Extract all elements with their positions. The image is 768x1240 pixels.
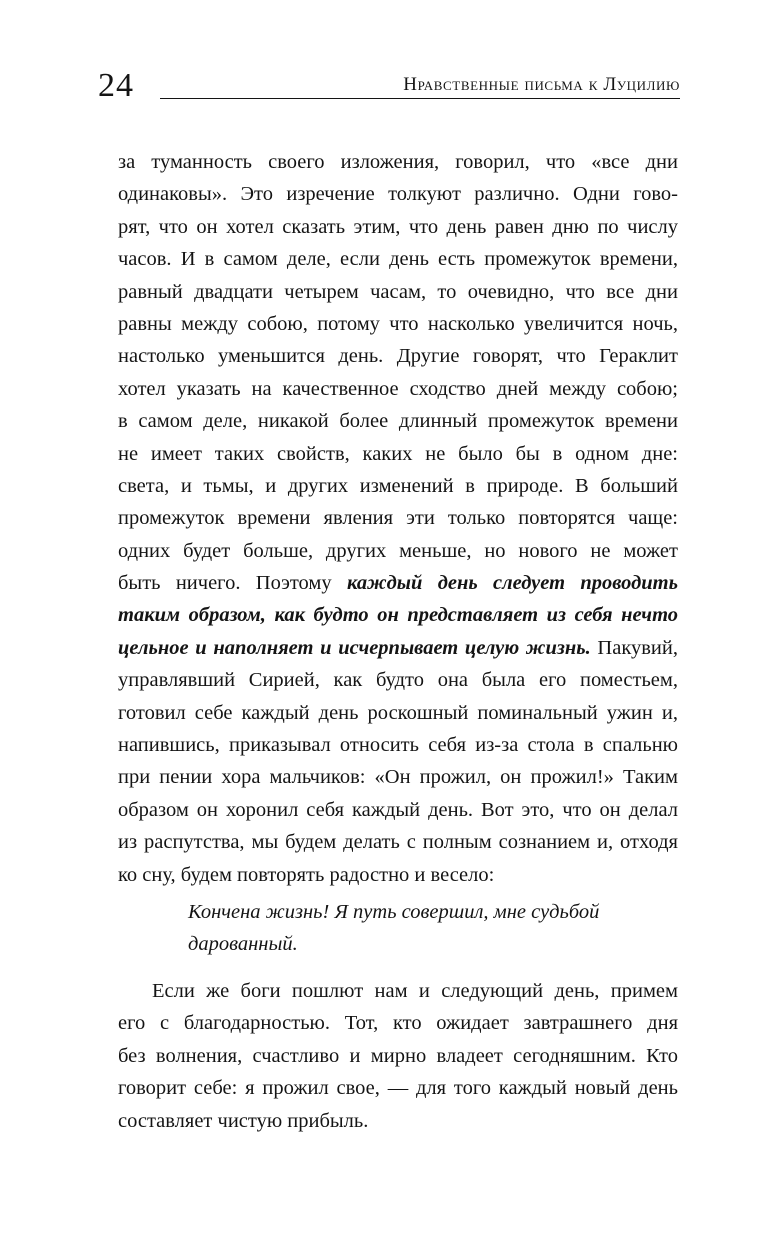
verse-line: дарованный. xyxy=(188,933,298,956)
text-line: образом он хоронил себя каждый день. Вот это, что он делал xyxy=(118,798,678,821)
text-line: равный двадцати четырем часам, то очевидно, что все дни xyxy=(118,280,678,303)
plain-text: Пакувий, xyxy=(590,636,678,659)
text-line-mixed xyxy=(118,567,678,599)
text-line: Если же боги пошлют нам и следующий день, примем xyxy=(152,980,678,1002)
paragraph-1 xyxy=(118,146,678,891)
text-line: составляет чистую прибыль. xyxy=(118,1109,369,1132)
text-line: равны между собою, потому что насколько увеличится ночь, xyxy=(118,312,678,335)
text-line: рят, что он хотел сказать этим, что день равен дню по числу xyxy=(118,215,678,238)
page-header xyxy=(0,0,768,110)
verse-line: Кончена жизнь! Я путь совершил, мне судьбой xyxy=(188,901,600,923)
text-line-mixed xyxy=(118,632,678,664)
text-line: без волнения, счастливо и мирно владеет сегодняшним. Кто xyxy=(118,1044,678,1067)
text-line: при пении хора мальчиков: «Он прожил, он прожил!» Таким xyxy=(118,766,678,789)
page-number: 24 xyxy=(98,67,134,104)
text-line: света, и тьмы, и других изменений в природе. В больший xyxy=(118,474,678,497)
text-line: из распутства, мы будем делать с полным сознанием и, отходя xyxy=(118,831,678,854)
emphasized-line: таким образом, как будто он представляет из себя нечто xyxy=(118,604,678,627)
text-line: ко сну, будем повторять радостно и весело: xyxy=(118,863,495,886)
text-line: промежуток времени явления эти только повторятся чаще: xyxy=(118,507,678,530)
text-line: напившись, приказывал относить себя из-за стола в спальню xyxy=(118,734,678,757)
text-line: за туманность своего изложения, говорил, что «все дни xyxy=(118,151,678,173)
paragraph-2 xyxy=(118,975,678,1137)
text-line: управлявший Сирией, как будто она была его поместьем, xyxy=(118,669,678,692)
text-line: настолько уменьшится день. Другие говорят, что Гераклит xyxy=(118,345,678,368)
verse-quote xyxy=(188,896,668,961)
text-line: говорит себе: я прожил свое, — для того каждый новый день xyxy=(118,1077,678,1100)
text-line: готовил себе каждый день роскошный поминальный ужин и, xyxy=(118,701,678,724)
header-rule xyxy=(160,98,680,99)
emphasized-text: цельное и наполняет и исчерпывает целую жизнь. xyxy=(118,636,591,659)
running-head: Нравственные письма к Луцилию xyxy=(403,74,680,95)
text-line: не имеет таких свойств, каких не было бы в одном дне: xyxy=(118,442,678,465)
plain-text: быть ничего. Поэтому xyxy=(118,572,347,595)
text-line: хотел указать на качественное сходство дней между собою; xyxy=(118,377,678,400)
text-line: его с благодарностью. Тот, кто ожидает завтрашнего дня xyxy=(118,1012,678,1035)
text-line: одинаковы». Это изречение толкуют различно. Одни гово- xyxy=(118,183,678,206)
text-line: часов. И в самом деле, если день есть промежуток времени, xyxy=(118,248,678,271)
text-line: в самом деле, никакой более длинный промежуток времени xyxy=(118,410,678,433)
text-line: одних будет больше, других меньше, но нового не может xyxy=(118,539,678,562)
emphasized-text: каждый день следует проводить xyxy=(346,572,678,595)
